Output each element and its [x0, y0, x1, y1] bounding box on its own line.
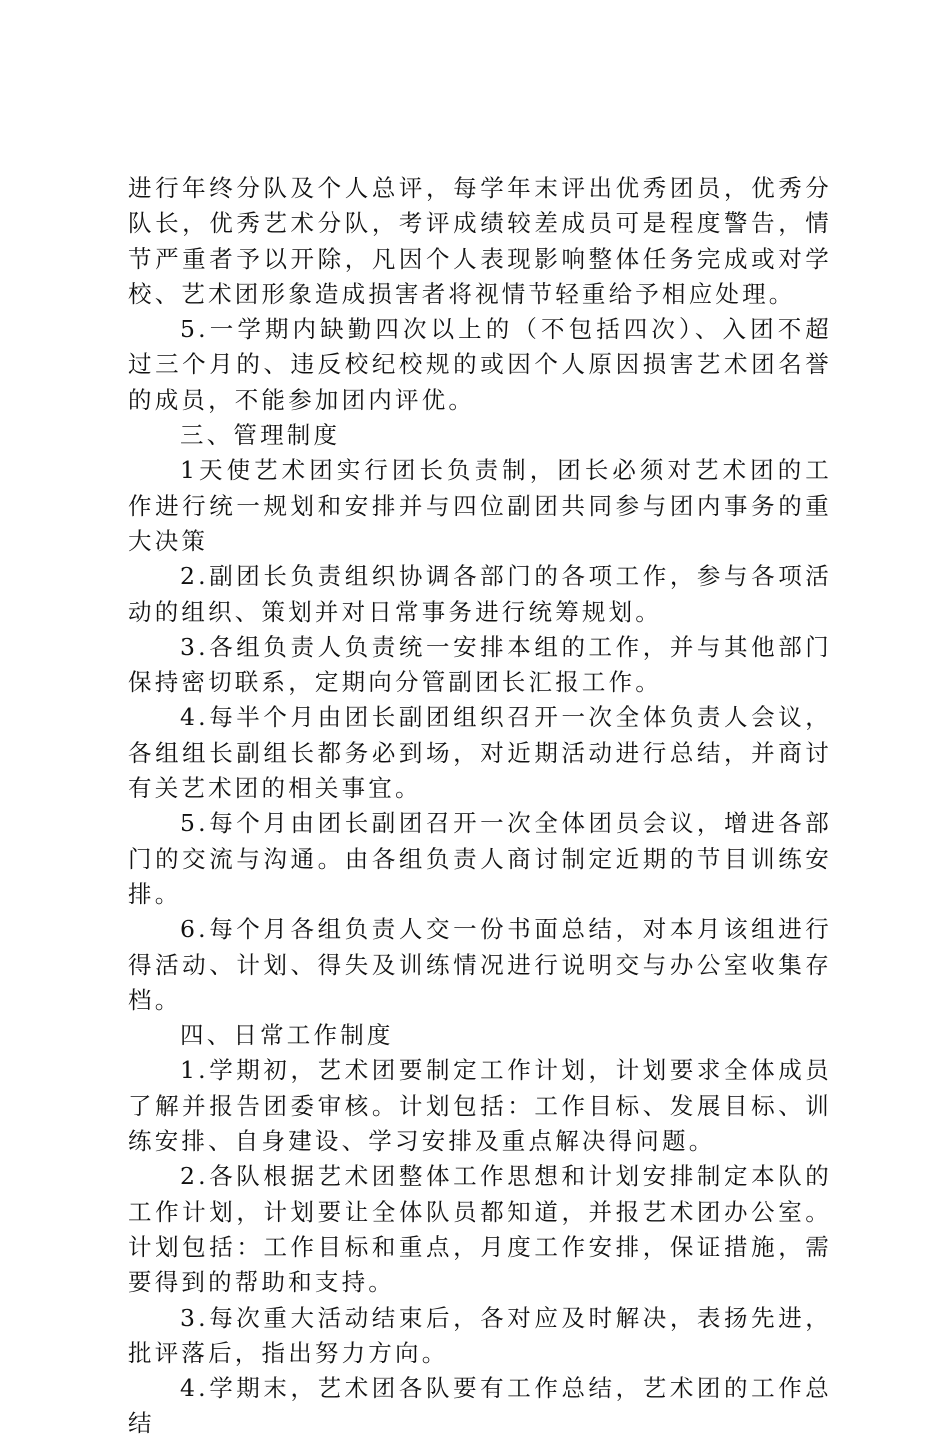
- paragraph-management-2: 2.副团长负责组织协调各部门的各项工作，参与各项活动的组织、策划并对日常事务进行统筹规划。: [128, 562, 832, 626]
- paragraph-daily-1: 1.学期初，艺术团要制定工作计划，计划要求全体成员了解并报告团委审核。计划包括：工作目标、发展目标、训练安排、自身建设、学习安排及重点解决得问题。: [128, 1056, 832, 1156]
- paragraph-management-5: 5.每个月由团长副团召开一次全体团员会议，增进各部门的交流与沟通。由各组负责人商讨制定近期的节目训练安排。: [128, 809, 832, 908]
- section-heading-management: 三、管理制度: [180, 421, 341, 450]
- paragraph-continuation: 进行年终分队及个人总评，每学年末评出优秀团员，优秀分队长，优秀艺术分队，考评成绩较差成员可是程度警告，情节严重者予以开除，凡因个人表现影响整体任务完成或对学校、艺术团形象造成损害者将视情节轻重给予相应处理。: [128, 174, 832, 308]
- paragraph-management-6: 6.每个月各组负责人交一份书面总结，对本月该组进行得活动、计划、得失及训练情况进行说明交与办公室收集存档。: [128, 915, 832, 1014]
- paragraph-management-3: 3.各组负责人负责统一安排本组的工作，并与其他部门保持密切联系，定期向分管副团长汇报工作。: [128, 632, 832, 697]
- paragraph-daily-2: 2.各队根据艺术团整体工作思想和计划安排制定本队的工作计划，计划要让全体队员都知道，并报艺术团办公室。计划包括：工作目标和重点，月度工作安排，保证措施，需要得到的帮助和支持。: [128, 1162, 832, 1297]
- section-heading-daily-work: 四、日常工作制度: [180, 1021, 394, 1050]
- paragraph-management-4: 4.每半个月由团长副团组织召开一次全体负责人会议，各组组长副组长都务必到场，对近期活动进行总结，并商讨有关艺术团的相关事宜。: [128, 703, 832, 803]
- paragraph-daily-3: 3.每次重大活动结束后，各对应及时解决，表扬先进，批评落后，指出努力方向。: [128, 1303, 832, 1367]
- document-body: [128, 171, 832, 1442]
- paragraph-management-1: 1天使艺术团实行团长负责制，团长必须对艺术团的工作进行统一规划和安排并与四位副团共同参与团内事务的重大决策: [128, 456, 832, 555]
- paragraph-item-5: 5.一学期内缺勤四次以上的（不包括四次）、入团不超过三个月的、违反校纪校规的或因个人原因损害艺术团名誉的成员，不能参加团内评优。: [128, 315, 832, 414]
- paragraph-daily-4: 4.学期末，艺术团各队要有工作总结，艺术团的工作总结: [128, 1374, 832, 1438]
